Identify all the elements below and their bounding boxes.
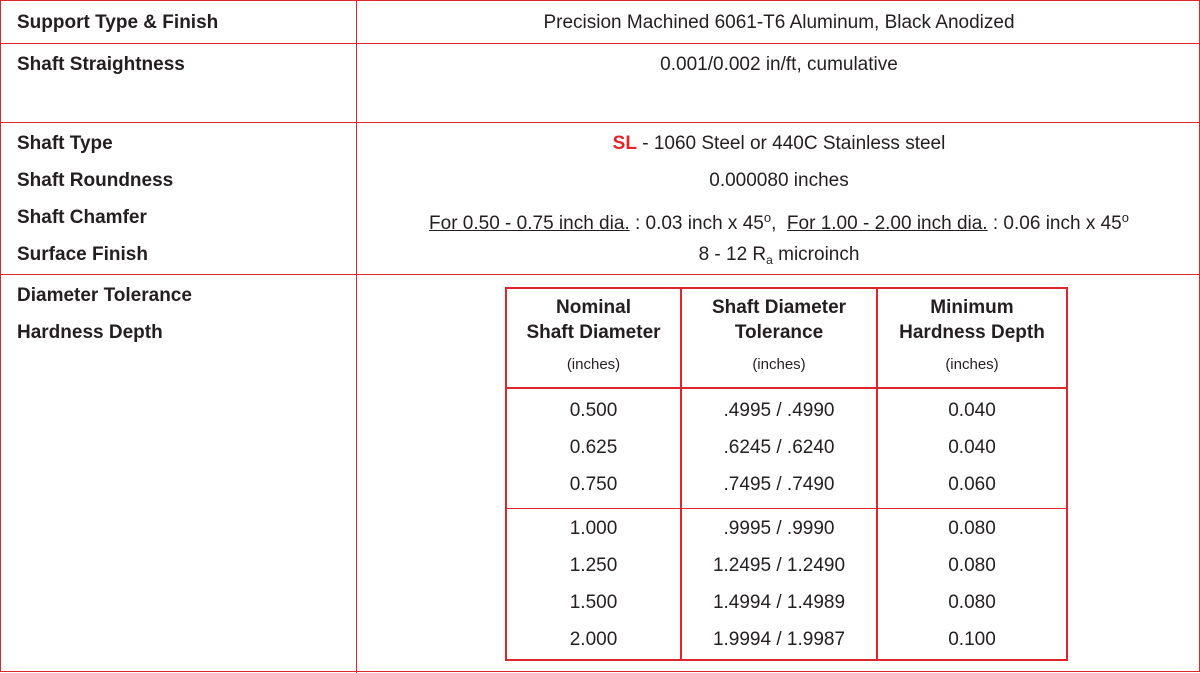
surface-finish-unit: microinch bbox=[772, 244, 860, 265]
header-line: Minimum bbox=[930, 297, 1014, 318]
header-line: Shaft Diameter bbox=[711, 297, 847, 318]
diameter-tolerance-label: Diameter Tolerance bbox=[17, 285, 192, 306]
table-cell: 1.2495 / 1.2490 bbox=[712, 555, 846, 576]
table-cell: .7495 / .7490 bbox=[723, 474, 835, 495]
shaft-type-value bbox=[357, 132, 1200, 156]
degree-symbol: o bbox=[763, 210, 772, 225]
group-divider bbox=[507, 508, 1066, 509]
table-cell: 1.000 bbox=[569, 518, 618, 539]
header-nominal-diameter bbox=[507, 295, 680, 345]
header-line: Tolerance bbox=[734, 322, 824, 343]
hardness-depth-label: Hardness Depth bbox=[17, 322, 163, 343]
header-hardness-depth bbox=[878, 295, 1066, 345]
header-line: Hardness Depth bbox=[899, 322, 1045, 343]
support-type-label: Support Type & Finish bbox=[17, 12, 219, 33]
table-cell: 0.500 bbox=[569, 400, 618, 421]
shaft-roundness-label: Shaft Roundness bbox=[17, 170, 174, 191]
header-diameter-tolerance bbox=[682, 295, 876, 345]
table-cell: 1.9994 / 1.9987 bbox=[712, 629, 846, 650]
header-unit: (inches) bbox=[752, 356, 806, 373]
table-cell: 0.100 bbox=[948, 629, 996, 650]
header-divider bbox=[507, 387, 1066, 389]
table-cell: 0.750 bbox=[569, 474, 618, 495]
surface-finish-subscript: a bbox=[766, 253, 773, 267]
surface-finish-label: Surface Finish bbox=[17, 244, 148, 265]
table-cell: 0.080 bbox=[948, 555, 996, 576]
header-unit: (inches) bbox=[566, 356, 621, 373]
shaft-roundness-value: 0.000080 inches bbox=[709, 170, 849, 191]
table-cell: 2.000 bbox=[569, 629, 618, 650]
column-divider bbox=[356, 1, 357, 673]
shaft-straightness-label: Shaft Straightness bbox=[17, 54, 185, 75]
table-cell: 0.040 bbox=[948, 400, 996, 421]
table-cell: 1.250 bbox=[569, 555, 618, 576]
table-cell: 0.060 bbox=[948, 474, 996, 495]
shaft-straightness-value: 0.001/0.002 in/ft, cumulative bbox=[660, 54, 898, 75]
table-cell: .6245 / .6240 bbox=[723, 437, 835, 458]
header-line: Shaft Diameter bbox=[526, 322, 661, 343]
table-cell: .4995 / .4990 bbox=[723, 400, 835, 421]
shaft-type-description: - 1060 Steel or 440C Stainless steel bbox=[636, 133, 946, 154]
tolerance-table bbox=[505, 287, 1068, 661]
table-cell: 1.4994 / 1.4989 bbox=[712, 592, 846, 613]
table-cell: 0.625 bbox=[569, 437, 618, 458]
degree-symbol: o bbox=[1121, 210, 1129, 225]
shaft-type-code: SL bbox=[612, 133, 637, 154]
row-divider bbox=[1, 274, 1200, 275]
table-cell: .9995 / .9990 bbox=[723, 518, 835, 539]
surface-finish-value bbox=[357, 243, 1200, 272]
shaft-chamfer-label: Shaft Chamfer bbox=[17, 207, 147, 228]
surface-finish-prefix: 8 - 12 R bbox=[698, 244, 767, 265]
header-unit: (inches) bbox=[945, 356, 999, 373]
support-type-value: Precision Machined 6061-T6 Aluminum, Black Anodized bbox=[543, 12, 1015, 33]
chamfer-value-large: : 0.06 inch x 45 bbox=[987, 213, 1122, 234]
shaft-type-label: Shaft Type bbox=[17, 133, 113, 154]
row-divider bbox=[1, 122, 1200, 123]
table-cell: 0.080 bbox=[948, 592, 996, 613]
row-divider bbox=[1, 43, 1200, 44]
chamfer-separator: , bbox=[771, 213, 787, 234]
header-line: Nominal bbox=[556, 297, 631, 318]
chamfer-value-small: : 0.03 inch x 45 bbox=[629, 213, 764, 234]
shaft-chamfer-value bbox=[357, 206, 1200, 236]
table-cell: 0.040 bbox=[948, 437, 996, 458]
chamfer-range-small: For 0.50 - 0.75 inch dia. bbox=[429, 213, 630, 234]
table-cell: 1.500 bbox=[569, 592, 618, 613]
chamfer-range-large: For 1.00 - 2.00 inch dia. bbox=[786, 213, 988, 234]
table-cell: 0.080 bbox=[948, 518, 996, 539]
